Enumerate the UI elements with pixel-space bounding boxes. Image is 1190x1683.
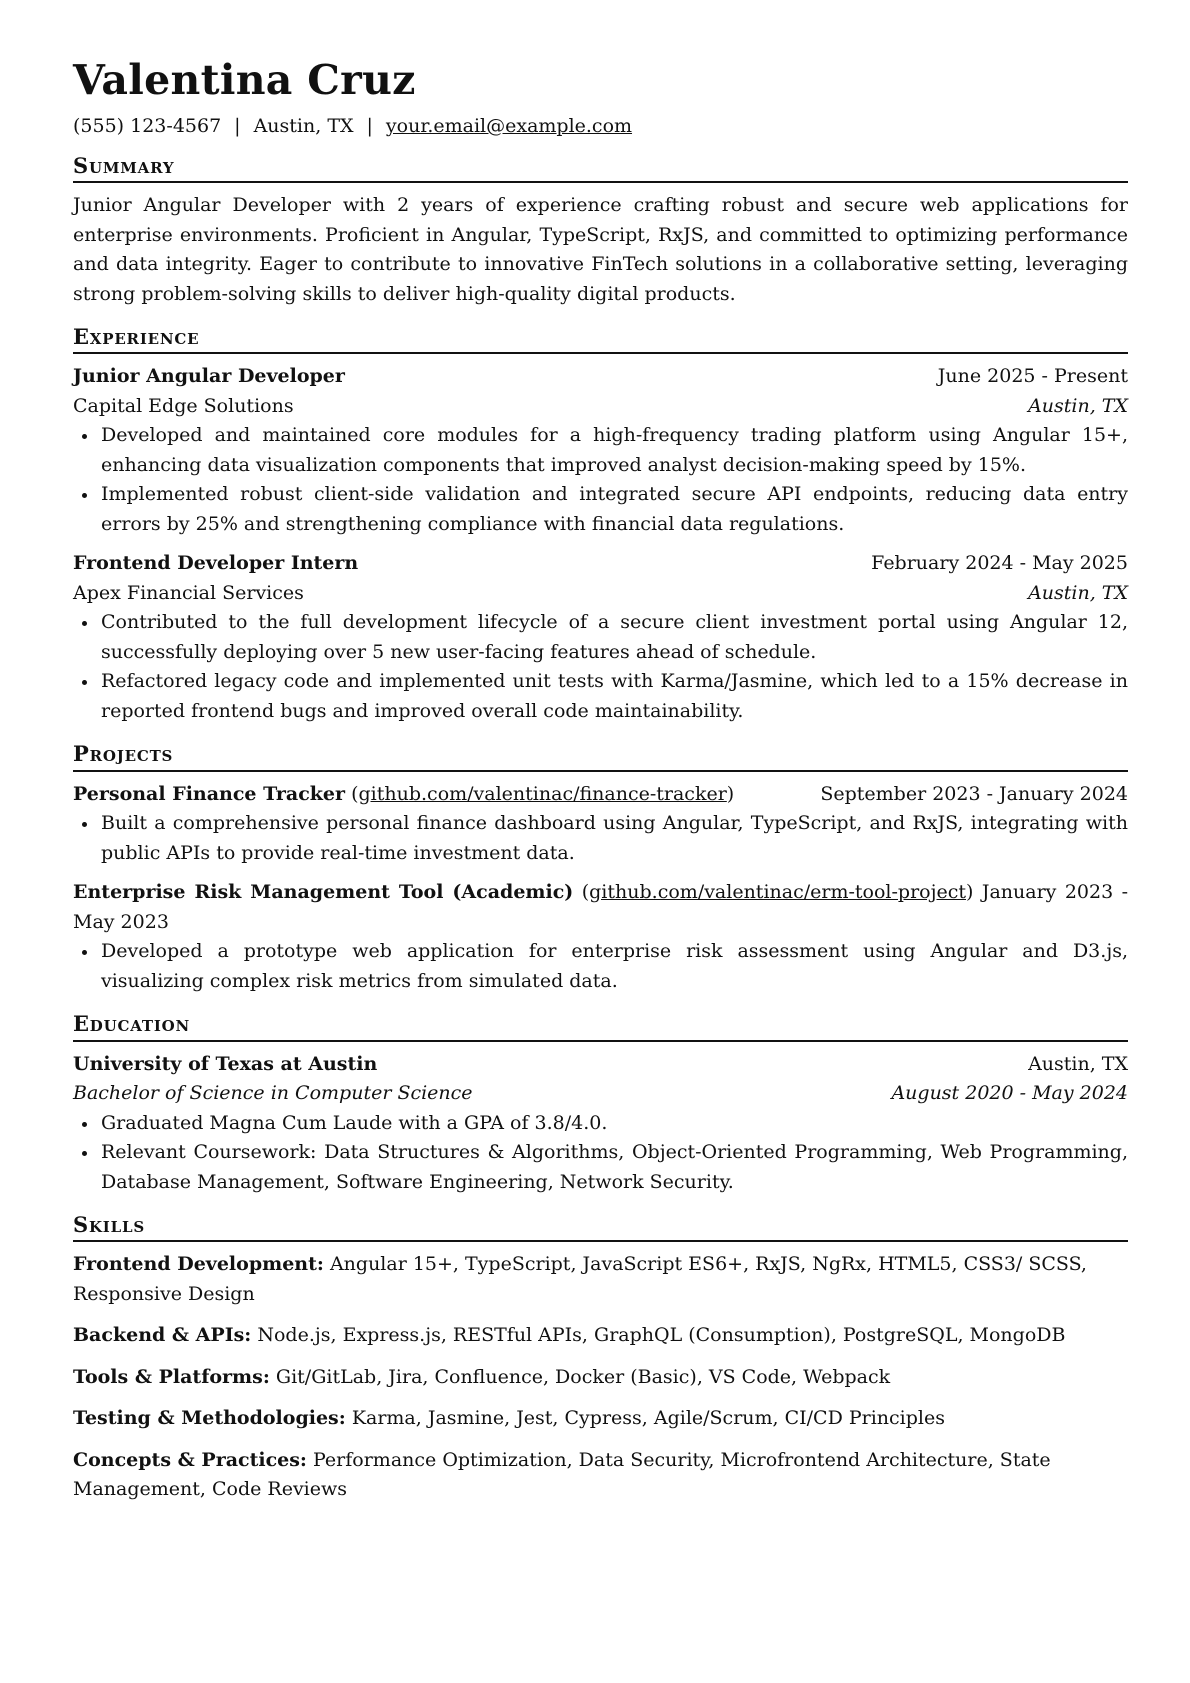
project-link[interactable]: github.com/valentinac/finance-tracker xyxy=(358,782,727,805)
skill-label: Concepts & Practices: xyxy=(73,1448,307,1471)
project-link[interactable]: github.com/valentinac/erm-tool-project xyxy=(589,881,966,904)
project-name: Enterprise Risk Management Tool (Academic) xyxy=(73,881,574,904)
school-name: University of Texas at Austin xyxy=(73,1052,378,1075)
job-company: Apex Financial Services xyxy=(73,581,304,604)
project-entry xyxy=(73,780,1128,869)
summary-section xyxy=(73,152,1128,309)
education-subheader xyxy=(73,1079,1128,1109)
skill-row xyxy=(73,1250,1128,1309)
bullet-item: Implemented robust client-side validation and integrated secure API endpoints, reducing data entry errors by 25% and strengthening compliance with financial data regulations. xyxy=(101,480,1128,539)
projects-section xyxy=(73,740,1128,996)
job-location: Austin, TX xyxy=(1028,581,1128,604)
summary-text: Junior Angular Developer with 2 years of experience crafting robust and secure web applications for enterprise environments. Proficient in Angular, TypeScript, RxJS, and committed to optimizing performance and data integrity. Eager to contribute to innovative FinTech solutions in a collaborative setting, leveraging strong problem-solving skills to deliver high-quality digital products. xyxy=(73,194,1128,305)
skill-row xyxy=(73,1321,1128,1351)
degree: Bachelor of Science in Computer Science xyxy=(73,1082,473,1105)
job-dates: February 2024 - May 2025 xyxy=(871,552,1128,575)
skill-label: Tools & Platforms: xyxy=(73,1365,270,1388)
location: Austin, TX xyxy=(253,115,354,138)
bullet-item: Built a comprehensive personal finance dashboard using Angular, TypeScript, and RxJS, integrating with public APIs to provide real-time investment data. xyxy=(101,809,1128,868)
section-title: Projects xyxy=(73,740,1128,771)
skill-value: Angular 15+, TypeScript, JavaScript ES6+, RxJS, NgRx, HTML5, CSS3/ SCSS, Responsive Design xyxy=(73,1253,1087,1305)
skill-value: Node.js, Express.js, RESTful APIs, GraphQL (Consumption), PostgreSQL, MongoDB xyxy=(257,1324,1066,1347)
education-bullets xyxy=(73,1109,1128,1198)
bullet-item: Refactored legacy code and implemented unit tests with Karma/Jasmine, which led to a 15% decrease in reported frontend bugs and improved overall code maintainability. xyxy=(101,667,1128,726)
job-company: Capital Edge Solutions xyxy=(73,394,294,417)
job-role: Junior Angular Developer xyxy=(73,365,345,388)
candidate-name: Valentina Cruz xyxy=(73,56,416,104)
skill-row xyxy=(73,1363,1128,1393)
skill-label: Backend & APIs: xyxy=(73,1324,252,1347)
project-bullets xyxy=(73,809,1128,868)
skill-row xyxy=(73,1446,1128,1505)
education-section xyxy=(73,1010,1128,1197)
bullet-item: Developed and maintained core modules for a high-frequency trading platform using Angular 15+, enhancing data visualization components that improved analyst decision-making speed by 15%. xyxy=(101,421,1128,480)
education-header xyxy=(73,1050,1128,1080)
bullet-item: Developed a prototype web application for enterprise risk assessment using Angular and D3.js, visualizing complex risk metrics from simulated data. xyxy=(101,937,1128,996)
project-dates: September 2023 - January 2024 xyxy=(820,782,1128,805)
contact-line xyxy=(73,113,1128,140)
education-dates: August 2020 - May 2024 xyxy=(891,1082,1128,1105)
separator: | xyxy=(234,115,241,138)
skill-value: Karma, Jasmine, Jest, Cypress, Agile/Scrum, CI/CD Principles xyxy=(351,1407,945,1430)
email-link[interactable]: your.email@example.com xyxy=(385,115,633,138)
skill-value: Performance Optimization, Data Security, Microfrontend Architecture, State Management, Code Reviews xyxy=(73,1448,1051,1501)
job-entry xyxy=(73,362,1128,539)
job-entry xyxy=(73,549,1128,726)
project-link-wrap: (github.com/valentinac/erm-tool-project) xyxy=(581,881,974,904)
project-dates: January 2023 - May 2023 xyxy=(73,881,1129,933)
skill-value: Git/GitLab, Jira, Confluence, Docker (Basic), VS Code, Webpack xyxy=(275,1365,891,1388)
experience-section xyxy=(73,323,1128,726)
job-subheader xyxy=(73,579,1128,609)
bullet-item: Relevant Coursework: Data Structures & Algorithms, Object-Oriented Programming, Web Programming, Database Management, Software Engineering, Network Security. xyxy=(101,1138,1128,1197)
section-title: Education xyxy=(73,1010,1128,1041)
job-header xyxy=(73,549,1128,579)
job-bullets xyxy=(73,421,1128,539)
job-subheader xyxy=(73,392,1128,422)
separator: | xyxy=(366,115,373,138)
project-link-wrap: (github.com/valentinac/finance-tracker) xyxy=(351,782,735,805)
project-header xyxy=(73,780,1128,810)
phone-number: (555) 123-4567 xyxy=(73,115,222,138)
bullet-item: Contributed to the full development lifecycle of a secure client investment portal using Angular 12, successfully deploying over 5 new user-facing features ahead of schedule. xyxy=(101,608,1128,667)
skill-label: Testing & Methodologies: xyxy=(73,1407,346,1430)
project-header xyxy=(73,878,1128,937)
job-bullets xyxy=(73,608,1128,726)
skills-section xyxy=(73,1211,1128,1505)
skill-row xyxy=(73,1404,1128,1434)
job-header xyxy=(73,362,1128,392)
section-title: Summary xyxy=(73,152,1128,183)
school-location: Austin, TX xyxy=(1028,1052,1128,1075)
section-title: Skills xyxy=(73,1211,1128,1242)
section-title: Experience xyxy=(73,323,1128,354)
bullet-item: Graduated Magna Cum Laude with a GPA of 3.8/4.0. xyxy=(101,1109,1128,1139)
skill-label: Frontend Development: xyxy=(73,1253,324,1276)
job-role: Frontend Developer Intern xyxy=(73,552,359,575)
job-location: Austin, TX xyxy=(1028,394,1128,417)
job-dates: June 2025 - Present xyxy=(937,365,1128,388)
project-name: Personal Finance Tracker xyxy=(73,782,346,805)
project-bullets xyxy=(73,937,1128,996)
project-entry xyxy=(73,878,1128,996)
